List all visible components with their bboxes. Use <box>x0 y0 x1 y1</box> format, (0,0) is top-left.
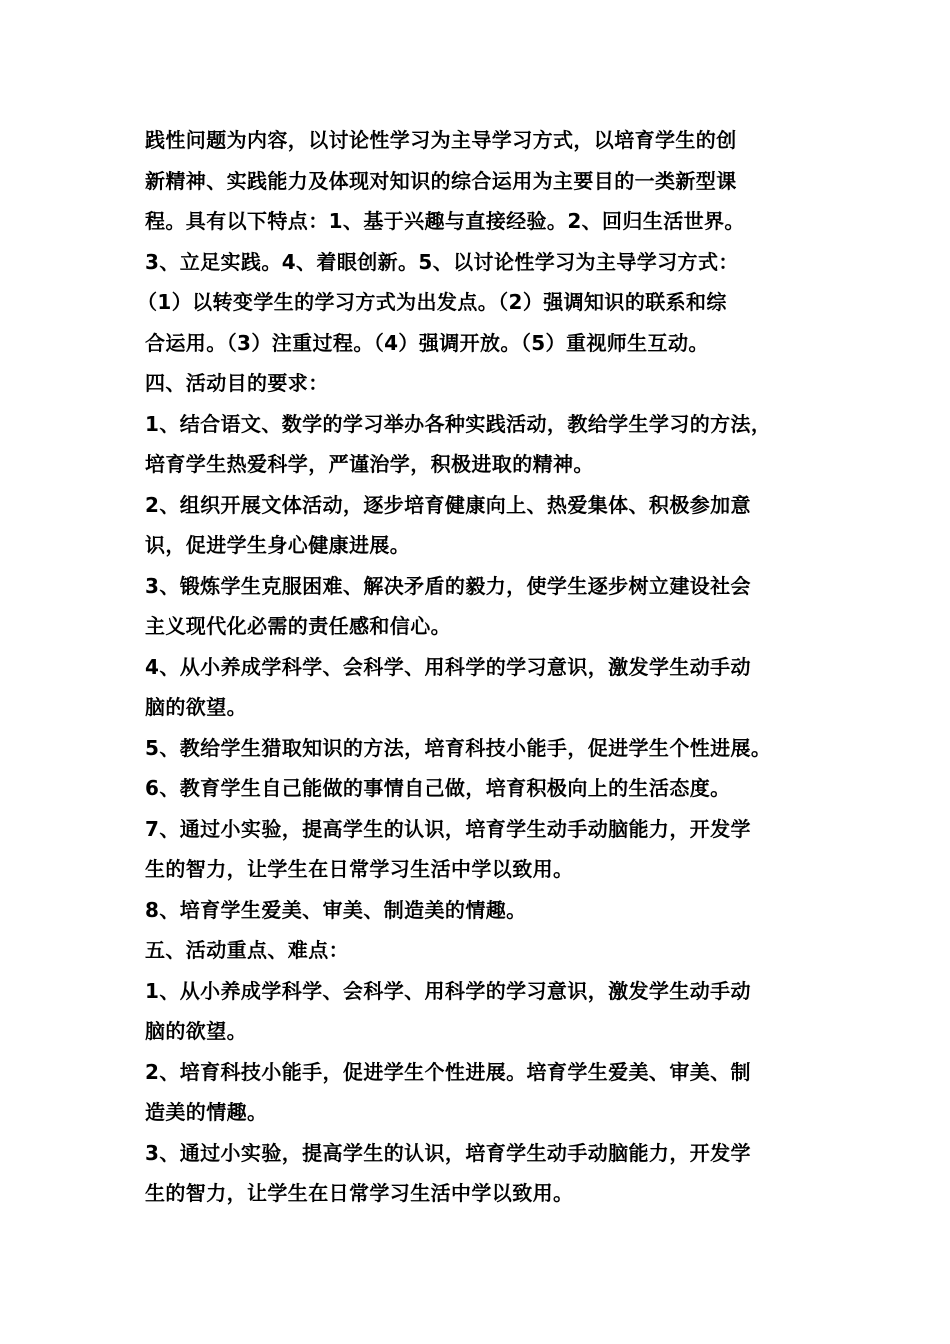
text-line: 3、立足实践。4、着眼创新。5、以讨论性学习为主导学习方式： <box>145 249 739 274</box>
text-line: 新精神、实践能力及体现对知识的综合运用为主要目的一类新型课 <box>145 168 737 193</box>
list-item-line: 1、结合语文、数学的学习举办各种实践活动，教给学生学习的方法， <box>145 411 772 436</box>
list-item-line: 生的智力，让学生在日常学习生活中学以致用。 <box>145 857 574 881</box>
list-item-line: 造美的情趣。 <box>145 1100 268 1124</box>
list-item-line: 识，促进学生身心健康进展。 <box>145 533 411 557</box>
text-line: （1）以转变学生的学习方式为出发点。（2）强调知识的联系和综 <box>137 290 727 314</box>
list-item-line: 主义现代化必需的责任感和信心。 <box>145 614 451 638</box>
section-heading: 四、活动目的要求： <box>145 371 329 395</box>
list-item-line: 8、培育学生爱美、审美、制造美的情趣。 <box>145 897 527 922</box>
list-item-line: 2、培育科技小能手，促进学生个性进展。培育学生爱美、审美、制 <box>145 1059 751 1084</box>
list-item-line: 3、锻炼学生克服困难、解决矛盾的毅力，使学生逐步树立建设社会 <box>145 573 751 598</box>
list-item-line: 培育学生热爱科学，严谨治学，积极进取的精神。 <box>145 452 594 476</box>
document-body <box>137 120 825 1214</box>
list-item-line: 2、组织开展文体活动，逐步培育健康向上、热爱集体、积极参加意 <box>145 492 751 517</box>
list-item-line: 脑的欲望。 <box>145 1019 247 1043</box>
list-item-line: 7、通过小实验，提高学生的认识，培育学生动手动脑能力，开发学 <box>145 816 751 841</box>
list-item-line: 5、教给学生猎取知识的方法，培育科技小能手，促进学生个性进展。 <box>145 735 772 760</box>
list-item-line: 3、通过小实验，提高学生的认识，培育学生动手动脑能力，开发学 <box>145 1140 751 1165</box>
text-line: 合运用。（3）注重过程。（4）强调开放。（5）重视师生互动。 <box>145 330 709 355</box>
section-heading: 五、活动重点、难点： <box>145 938 349 962</box>
list-item-line: 生的智力，让学生在日常学习生活中学以致用。 <box>145 1181 574 1205</box>
list-item-line: 1、从小养成学科学、会科学、用科学的学习意识，激发学生动手动 <box>145 978 751 1003</box>
list-item-line: 6、教育学生自己能做的事情自己做，培育积极向上的生活态度。 <box>145 776 731 800</box>
text-line: 程。具有以下特点：1、基于兴趣与直接经验。2、回归生活世界。 <box>145 209 745 233</box>
list-item-line: 脑的欲望。 <box>145 695 247 719</box>
text-line: 践性问题为内容，以讨论性学习为主导学习方式，以培育学生的创 <box>145 128 737 152</box>
list-item-line: 4、从小养成学科学、会科学、用科学的学习意识，激发学生动手动 <box>145 654 751 679</box>
